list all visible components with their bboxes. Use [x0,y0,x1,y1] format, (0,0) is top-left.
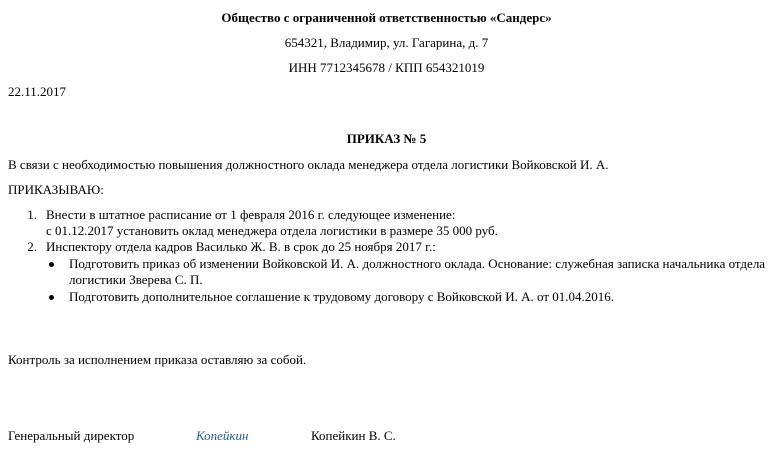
control-note: Контроль за исполнением приказа оставляю за собой. [8,352,307,367]
list-number: 2. [27,239,37,254]
order-title: ПРИКАЗ № 5 [346,131,427,146]
company-name: Общество с ограниченной ответственностью «Сандерс» [221,10,552,25]
bullet-icon [49,262,54,267]
list-item-text: Инспектору отдела кадров Василько Ж. В. в срок до 25 ноября 2017 г.: [46,239,436,254]
bullet-icon [49,295,54,300]
company-address: 654321, Владимир, ул. Гагарина, д. 7 [284,35,489,50]
signature: Копейкин [196,428,249,443]
signer-name: Копейкин В. С. [311,428,396,443]
order-word: ПРИКАЗЫВАЮ: [8,182,104,197]
bullet-item-text: Подготовить дополнительное соглашение к трудовому договору с Войковской И. А. от 01.04.2016. [69,289,614,304]
tax-ids: ИНН 7712345678 / КПП 654321019 [288,60,485,75]
order-date: 22.11.2017 [8,84,67,99]
list-item-text: Внести в штатное расписание от 1 февраля 2016 г. следующее изменение: [46,207,456,222]
bullet-item-text: Подготовить приказ об изменении Войковской И. А. должностного оклада. Основание: служебная записка начальника отдела [69,256,766,271]
list-number: 1. [27,207,37,222]
signer-position: Генеральный директор [8,428,135,443]
preamble: В связи с необходимостью повышения должностного оклада менеджера отдела логистики Войковской И. А. [8,157,609,172]
list-item-text: с 01.12.2017 установить оклад менеджера отдела логистики в размере 35 000 руб. [46,223,498,238]
bullet-item-text: логистики Зверева С. П. [69,272,203,287]
